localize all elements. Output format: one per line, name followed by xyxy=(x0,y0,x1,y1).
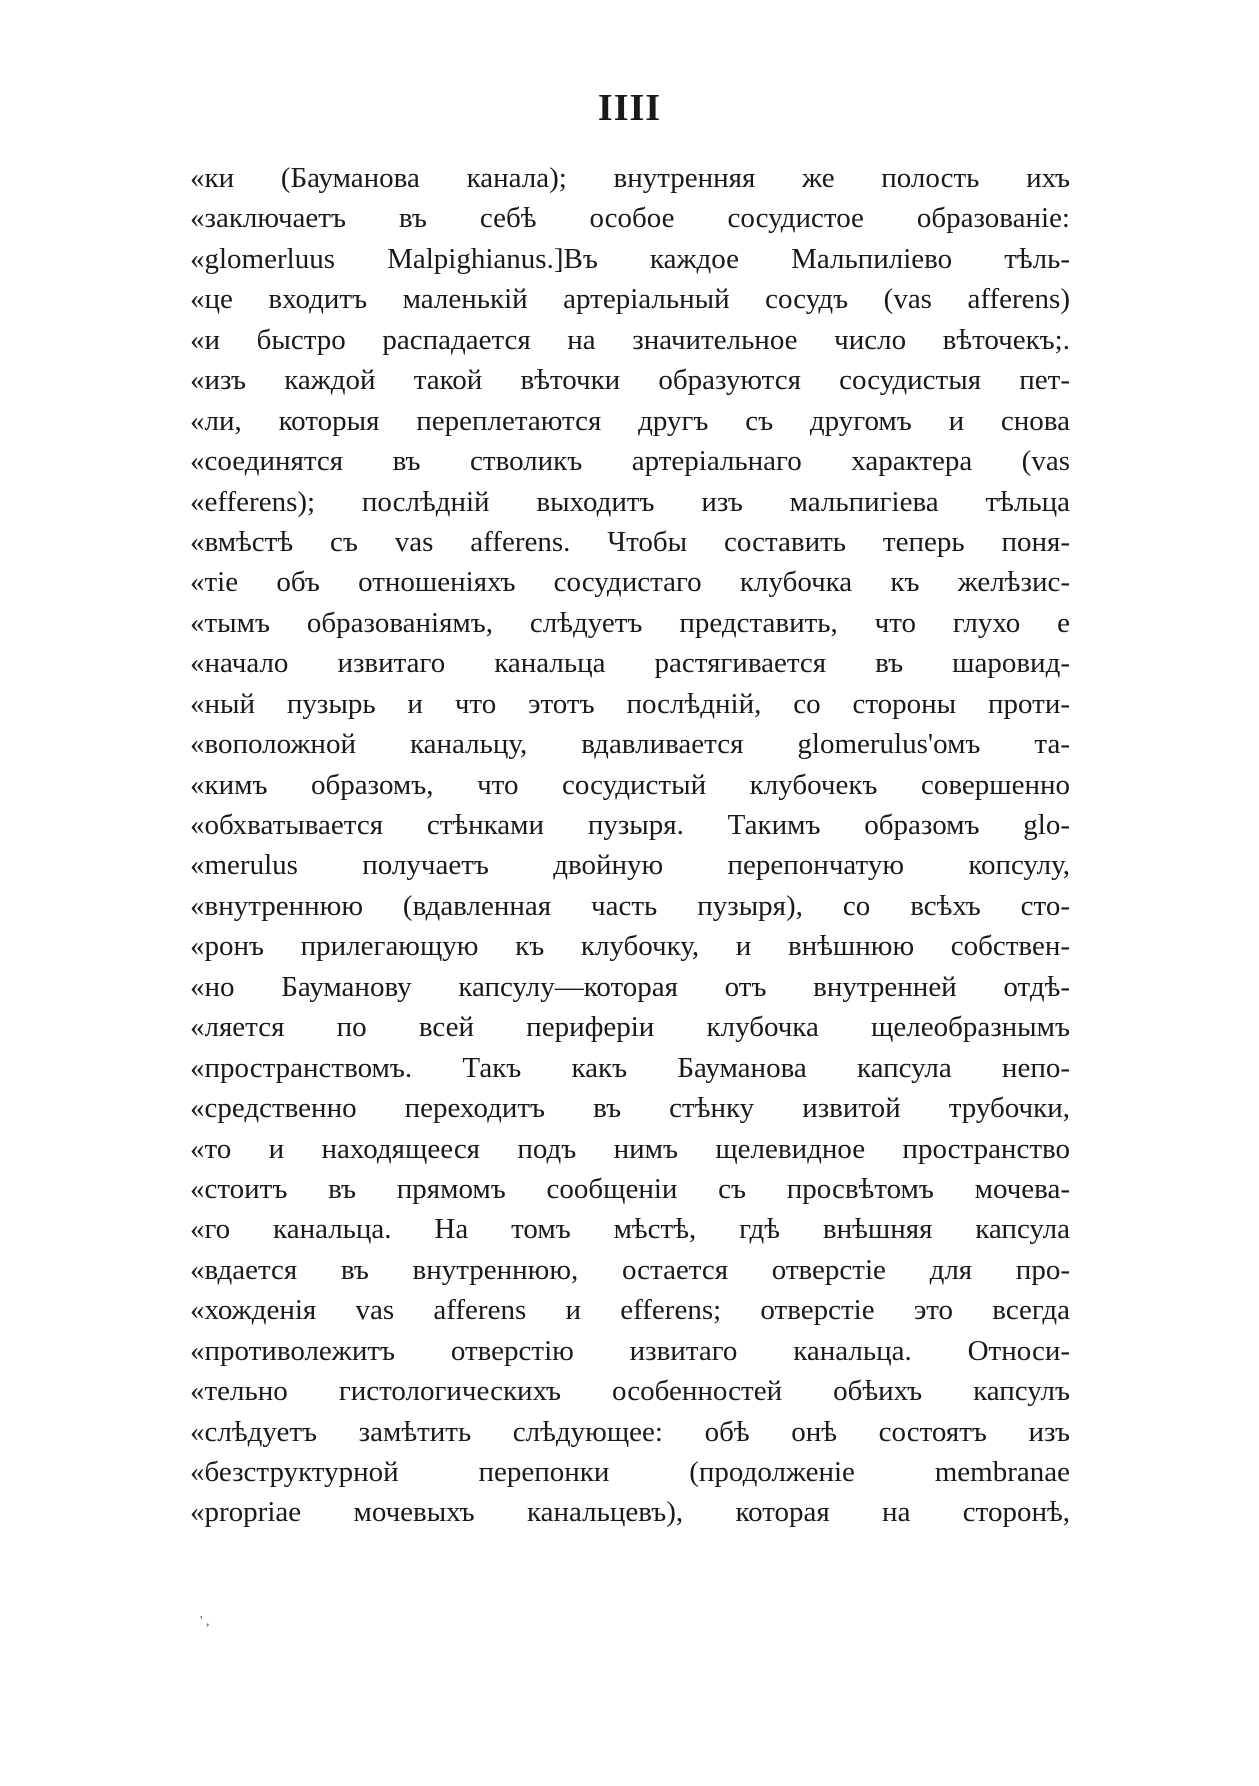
text-line: «вдается въ внутреннюю, остается отверстіе для про- xyxy=(190,1253,1070,1286)
text-line: «обхватывается стѣнками пузыря. Такимъ образомъ glo- xyxy=(190,809,1070,841)
text-line: «средственно переходитъ въ стѣнку извитой трубочки, xyxy=(190,1092,1070,1125)
text-line: «тіе объ отношеніяхъ сосудистаго клубочка къ желѣзис- xyxy=(190,566,1070,599)
text-line: «хожденія vas afferens и efferens; отверстіе это всегда xyxy=(190,1294,1070,1327)
text-line: «то и находящееся подъ нимъ щелевидное пространство xyxy=(190,1132,1070,1165)
text-line: «пространствомъ. Такъ какъ Бауманова капсула непо- xyxy=(190,1051,1070,1084)
text-line: «заключаетъ въ себѣ особое сосудистое образованіе: xyxy=(190,202,1070,235)
text-line: «но Бауманову капсулу—которая отъ внутренней отдѣ- xyxy=(190,970,1070,1003)
page-number: IIII xyxy=(597,87,662,129)
text-line: «glomerluus Malpighianus.]Въ каждое Мальпиліево тѣль- xyxy=(190,242,1070,275)
text-line: «propriae мочевыхъ канальцевъ), которая на сторонѣ, xyxy=(190,1496,1070,1529)
text-line: «ляется по всей периферіи клубочка щелеобразнымъ xyxy=(190,1011,1070,1044)
text-line: «стоитъ въ прямомъ сообщеніи съ просвѣтомъ мочева- xyxy=(190,1172,1070,1205)
text-line: «це входитъ маленькій артеріальный сосудъ (vas afferens) xyxy=(190,283,1070,316)
text-line: «ронъ прилегающую къ клубочку, и внѣшнюю собствен- xyxy=(190,930,1070,963)
text-line: «внутреннюю (вдавленная часть пузыря), со всѣхъ сто- xyxy=(190,889,1070,922)
body-text xyxy=(190,158,1070,1533)
text-line: «вмѣстѣ съ vas afferens. Чтобы составить теперь поня- xyxy=(190,525,1070,558)
stray-marks: ' , xyxy=(200,1614,210,1629)
text-line: «безструктурной перепонки (продолженіе membranae xyxy=(190,1456,1070,1488)
text-line: «изъ каждой такой вѣточки образуются сосудистыя пет- xyxy=(190,364,1070,397)
text-line: «соединятся въ стволикъ артеріальнаго характера (vas xyxy=(190,445,1070,478)
text-line: «и быстро распадается на значительное число вѣточекъ;. xyxy=(190,323,1070,356)
text-line: «противолежитъ отверстію извитаго канальца. Относи- xyxy=(190,1334,1070,1367)
text-line: «слѣдуетъ замѣтить слѣдующее: обѣ онѣ состоятъ изъ xyxy=(190,1415,1070,1448)
text-line: «кимъ образомъ, что сосудистый клубочекъ совершенно xyxy=(190,768,1070,801)
text-line: «тымъ образованіямъ, слѣдуетъ представить, что глухо е xyxy=(190,606,1070,639)
text-line: «efferens); послѣдній выходитъ изъ мальпигіева тѣльца xyxy=(190,485,1070,518)
text-line: «начало извитаго канальца растягивается въ шаровид- xyxy=(190,647,1070,680)
text-line: «воположной канальцу, вдавливается glomerulus'омъ та- xyxy=(190,728,1070,761)
text-line: «ки (Бауманова канала); внутренняя же полость ихъ xyxy=(190,162,1070,194)
text-line: «ный пузырь и что этотъ послѣдній, со стороны проти- xyxy=(190,687,1070,720)
text-line: «ли, которыя переплетаются другъ съ другомъ и снова xyxy=(190,404,1070,437)
text-line: «merulus получаетъ двойную перепончатую копсулу, xyxy=(190,849,1070,882)
text-line: «го канальца. На томъ мѣстѣ, гдѣ внѣшняя капсула xyxy=(190,1213,1070,1246)
text-line: «тельно гистологическихъ особенностей обѣихъ капсулъ xyxy=(190,1375,1070,1408)
